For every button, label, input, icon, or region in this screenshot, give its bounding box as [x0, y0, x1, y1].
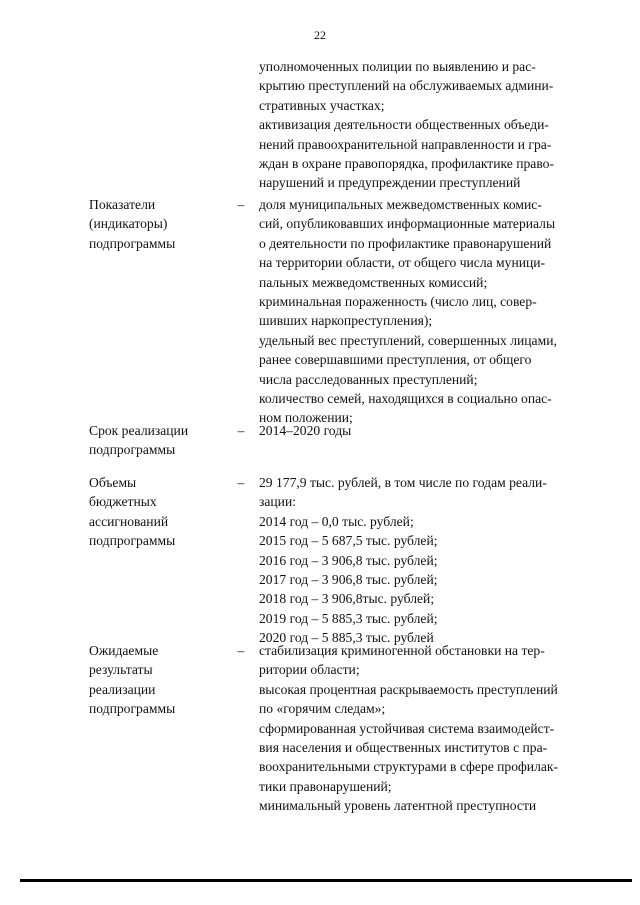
text-line: по «горячим следам»; — [259, 701, 386, 717]
section-label: Объемы бюджетных ассигнований подпрограммы — [89, 475, 176, 549]
text-line: стабилизация криминогенной обстановки на тер- — [259, 643, 545, 658]
dash: – — [237, 475, 245, 490]
text-line: 2020 год – 5 885,3 тыс. рублей — [259, 630, 434, 646]
text-line: уполномоченных полиции по выявлению и рас- — [259, 59, 536, 74]
text-line: тики правонарушений; — [259, 778, 392, 794]
text-line: количество семей, находящихся в социально опас- — [259, 391, 552, 407]
text-line: ритории области; — [259, 662, 360, 678]
section-label: Ожидаемые результаты реализации подпрограммы — [89, 643, 176, 717]
text-line: криминальная пораженность (число лиц, совер- — [259, 294, 537, 310]
text-line: ранее совершавшими преступления, от общего — [259, 352, 532, 368]
dash: – — [237, 197, 245, 212]
continuation-text — [259, 57, 585, 193]
text-line: сий, опубликовавших информационные материалы — [259, 216, 556, 232]
text-line: нений правоохранительной направленности и гра- — [259, 136, 552, 152]
text-line: 2015 год – 5 687,5 тыс. рублей; — [259, 533, 438, 549]
text-line: 2019 год – 5 885,3 тыс. рублей; — [259, 610, 438, 626]
text-line: крытию преступлений на обслуживаемых админи- — [259, 78, 554, 94]
text-line: ждан в охране правопорядка, профилактике право- — [259, 156, 554, 172]
text-line: 2016 год – 3 906,8 тыс. рублей; — [259, 552, 438, 568]
text-line: 2014 год – 0,0 тыс. рублей; — [259, 513, 414, 529]
text-line: воохранительными структурами в сфере профилак- — [259, 759, 559, 775]
text-line: стративных участках; — [259, 97, 385, 113]
text-line: на территории области, от общего числа муници- — [259, 255, 546, 271]
text-line: высокая процентная раскрываемость преступлений — [259, 681, 558, 697]
text-line: 2014–2020 годы — [259, 423, 352, 438]
text-line: пальных межведомственных комиссий; — [259, 274, 488, 290]
text-line: ном положении; — [259, 410, 353, 426]
text-line: доля муниципальных межведомственных комис- — [259, 197, 542, 212]
text-line: сформированная устойчивая система взаимодейст- — [259, 720, 555, 736]
text-line: шивших наркопреступления); — [259, 313, 433, 329]
text-line: числа расследованных преступлений; — [259, 371, 478, 387]
section-label: Показатели (индикаторы) подпрограммы — [89, 197, 176, 251]
page-number: 22 — [314, 28, 326, 42]
dash: – — [237, 643, 245, 658]
section-content — [259, 195, 585, 428]
text-line: активизация деятельности общественных объеди- — [259, 117, 549, 133]
text-line: нарушений и предупреждении преступлений — [259, 175, 521, 191]
section-content — [259, 421, 585, 440]
section-content — [259, 641, 585, 816]
bottom-rule — [20, 879, 632, 882]
text-line: зации: — [259, 494, 297, 510]
text-line: вия населения и общественных институтов с пра- — [259, 740, 548, 756]
text-line: 2017 год – 3 906,8 тыс. рублей; — [259, 572, 438, 588]
section-content — [259, 473, 585, 648]
text-line: минимальный уровень латентной преступности — [259, 798, 537, 814]
text-line: удельный вес преступлений, совершенных лицами, — [259, 332, 557, 348]
dash: – — [237, 423, 245, 438]
text-line: 2018 год – 3 906,8тыс. рублей; — [259, 591, 435, 607]
text-line: 29 177,9 тыс. рублей, в том числе по годам реали- — [259, 475, 547, 490]
text-line: о деятельности по профилактике правонарушений — [259, 235, 552, 251]
section-label: Срок реализации подпрограммы — [89, 423, 189, 458]
